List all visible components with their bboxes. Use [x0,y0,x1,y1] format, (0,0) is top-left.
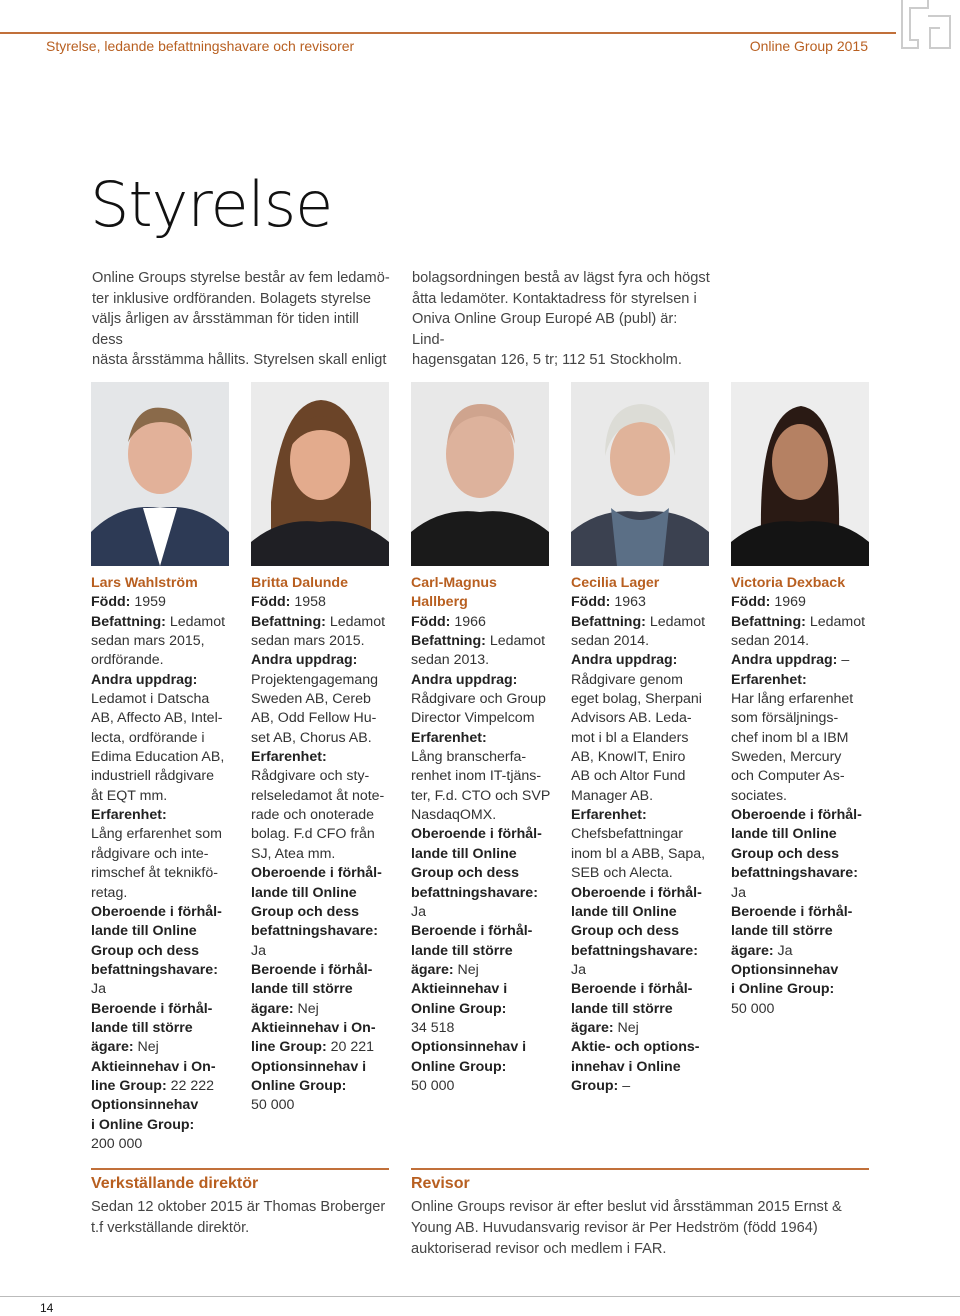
field-value: 1969 [770,594,806,611]
member-field [571,1058,715,1077]
field-label: Group och dess [731,845,839,862]
field-label: Andra uppdrag: [731,652,838,669]
field-label: Befattning: [91,613,166,630]
member-text: Ledamot i Datscha [91,691,210,708]
member-name: Victoria Dexback [731,575,846,591]
field-label: Group och dess [251,903,359,920]
member-field [251,1000,395,1019]
field-label: Online Group: [251,1077,347,1094]
member-text: Ja [411,903,426,920]
field-label: lande till större [731,923,833,940]
member-field [731,806,875,825]
member-text: Ja [571,961,586,978]
member-field [731,980,875,999]
member-field [571,651,715,670]
field-label: ägare: [251,1000,294,1017]
revisor-rule [411,1168,869,1170]
field-label: Född: [571,594,611,611]
field-label: Aktie- och options- [571,1039,700,1056]
member-text: sociates. [731,787,787,804]
logo-icon [900,0,960,56]
member-text: rimschef åt teknikfö- [91,865,218,882]
revisor-line: Young AB. Huvudansvarig revisor är Per Hedström (född 1964) [411,1220,818,1236]
member-field [251,903,395,922]
portrait-photo [411,382,549,566]
member-field [91,922,235,941]
field-value: Nej [613,1019,639,1036]
member-text: Projektengagemang [251,671,378,688]
portrait-photo [571,382,709,566]
member-field [411,980,555,999]
field-label: Group och dess [411,865,519,882]
member-text: sedan 2013. [411,652,490,669]
intro-line: ter inklusive ordföranden. Bolagets styrelse [92,290,372,307]
field-label: Befattning: [571,613,646,630]
field-label: lande till Online [91,923,197,940]
field-value: Ledamot [485,633,546,650]
revisor-heading: Revisor [411,1175,470,1192]
field-value: 22 222 [166,1077,215,1094]
member-field [251,593,395,612]
field-label: lande till Online [251,884,357,901]
member-text: Sweden AB, Cereb [251,691,371,708]
member-field [731,845,875,864]
field-label: Optionsinnehav [731,961,839,978]
member-text: bolag. F.d CFO från [251,826,375,843]
field-label: Optionsinnehav i [251,1058,367,1075]
field-value: Nej [133,1039,159,1056]
portrait-photo [731,382,869,566]
vd-line: t.f verkställande direktör. [91,1220,250,1236]
member-field [731,593,875,612]
field-label: Oberoende i förhål- [411,826,542,843]
member-column [411,574,555,1096]
page-number: 14 [40,1301,54,1315]
member-field [571,922,715,941]
field-label: Andra uppdrag: [251,652,358,669]
field-value: Ja [773,942,793,959]
member-text: 50 000 [731,1000,775,1017]
field-value: – [618,1077,631,1094]
member-text: industriell rådgivare [91,768,215,785]
field-label: Befattning: [731,613,806,630]
member-field [251,1077,395,1096]
intro-line: väljs årligen av årsstämman för tiden intill dess [92,311,359,348]
member-text: AB, Affecto AB, Intel- [91,710,223,727]
member-text: AB och Altor Fund [571,768,686,785]
field-label: lande till större [411,942,513,959]
member-text: Lång erfarenhet som [91,826,222,843]
field-label: Erfarenhet: [731,671,807,688]
field-label: Född: [91,594,131,611]
member-column [91,574,235,1154]
intro-line: Oniva Online Group Europé AB (publ) är: Lind- [412,311,678,348]
member-field [251,651,395,670]
member-field [731,864,875,883]
field-label: ägare: [571,1019,614,1036]
field-label: ägare: [731,942,774,959]
member-text: inom bl a ABB, Sapa, [571,845,706,862]
member-column [571,574,715,1096]
member-name: Cecilia Lager [571,575,660,591]
intro-left [92,268,392,371]
member-text: 50 000 [411,1077,455,1094]
member-field [731,922,875,941]
member-field [91,1038,235,1057]
member-field [571,942,715,961]
intro-line: nästa årsstämma hållits. Styrelsen skall enligt [92,352,387,369]
member-name: Carl-Magnus [411,575,497,591]
member-field [91,806,235,825]
footer-rule [0,1296,960,1297]
member-field [91,961,235,980]
member-field [91,1058,235,1077]
vd-line: Sedan 12 oktober 2015 är Thomas Broberger [91,1199,386,1215]
field-label: Född: [251,594,291,611]
member-field [571,1077,715,1096]
member-text: Ja [91,981,106,998]
member-field [731,961,875,980]
member-text: 50 000 [251,1097,295,1114]
field-label: Aktieinnehav i On- [251,1019,376,1036]
member-text: Chefsbefattningar [571,826,683,843]
member-field [731,825,875,844]
field-label: Group och dess [91,942,199,959]
field-label: lande till Online [731,826,837,843]
member-text: Director Vimpelcom [411,710,535,727]
field-label: Född: [731,594,771,611]
vd-heading: Verkställande direktör [91,1175,259,1192]
intro-right [412,268,712,371]
member-field [251,884,395,903]
revisor-text [411,1197,871,1260]
member-text: åt EQT mm. [91,787,168,804]
field-value: 1958 [290,594,326,611]
field-label: Optionsinnehav i [411,1039,527,1056]
section-header: Styrelse, ledande befattningshavare och revisorer [46,38,355,54]
member-text: sedan mars 2015. [251,633,365,650]
member-field [251,613,395,632]
member-text: 34 518 [411,1019,455,1036]
member-text: relseledamot åt note- [251,787,385,804]
member-field [731,671,875,690]
member-field [571,593,715,612]
member-text: som försäljnings- [731,710,839,727]
member-text: Rådgivare och Group [411,691,546,708]
field-label: Befattning: [251,613,326,630]
member-field [251,1038,395,1057]
member-text: Lång branscherfa- [411,749,527,766]
member-text: rådgivare och inte- [91,845,209,862]
member-field [411,613,555,632]
member-text: AB, Odd Fellow Hu- [251,710,377,727]
field-label: line Group: [91,1077,167,1094]
member-name: Hallberg [411,594,468,611]
member-name: Lars Wahlström [91,575,198,591]
member-field [91,903,235,922]
field-label: Erfarenhet: [411,729,487,746]
member-field [731,613,875,632]
member-field [411,729,555,748]
field-label: Befattning: [411,633,486,650]
revisor-line: Online Groups revisor är efter beslut vid årsstämman 2015 Ernst & [411,1199,842,1215]
member-text: renhet inom IT-tjäns- [411,768,542,785]
field-value: 1959 [130,594,166,611]
member-text: sedan 2014. [731,633,810,650]
member-text: SJ, Atea mm. [251,845,336,862]
member-field [571,806,715,825]
member-field [411,825,555,844]
member-text: 200 000 [91,1135,143,1152]
member-text: sedan mars 2015, [91,633,205,650]
member-field [411,942,555,961]
field-label: befattningshavare: [731,865,858,882]
header-rule [0,32,896,34]
intro-line: Online Groups styrelse består av fem ledamö- [92,270,390,286]
member-text: rade och onoterade [251,807,375,824]
member-field [91,1019,235,1038]
field-label: Oberoende i förhål- [571,884,702,901]
field-value: Ledamot [805,613,866,630]
member-field [571,613,715,632]
member-field [91,613,235,632]
field-value: Nej [293,1000,319,1017]
portrait-photo [251,382,389,566]
member-field [571,903,715,922]
member-text: AB, KnowIT, Eniro [571,749,686,766]
field-label: befattningshavare: [251,923,378,940]
member-text: Ja [251,942,266,959]
member-column [251,574,395,1116]
field-value: Ledamot [165,613,226,630]
member-field [411,922,555,941]
member-field [411,1058,555,1077]
field-label: Optionsinnehav [91,1097,199,1114]
field-label: lande till Online [571,903,677,920]
member-field [91,942,235,961]
field-value: Nej [453,961,479,978]
member-field [91,1000,235,1019]
member-text: sedan 2014. [571,633,650,650]
page-title: Styrelse [90,168,333,241]
intro-line: bolagsordningen bestå av lägst fyra och högst [412,270,710,286]
member-text: ter, F.d. CTO och SVP [411,787,551,804]
field-label: Online Group: [411,1000,507,1017]
field-label: ägare: [411,961,454,978]
member-field [91,1116,235,1135]
member-text: Rådgivare och sty- [251,768,370,785]
vd-text [91,1197,391,1239]
field-label: i Online Group: [91,1116,195,1133]
member-text: Ja [731,884,746,901]
field-label: Andra uppdrag: [411,671,518,688]
member-field [411,845,555,864]
member-text: eget bolag, Sherpani [571,691,702,708]
member-field [731,903,875,922]
member-field [571,1038,715,1057]
member-name: Britta Dalunde [251,575,348,591]
member-field [91,671,235,690]
member-text: set AB, Chorus AB. [251,729,372,746]
field-value: 1963 [610,594,646,611]
member-field [251,1058,395,1077]
field-label: lande till Online [411,845,517,862]
member-field [411,632,555,651]
member-field [731,942,875,961]
member-field [251,864,395,883]
field-label: lande till större [571,1000,673,1017]
member-text: mot i bl a Elanders [571,729,689,746]
member-text: lecta, ordförande i [91,729,205,746]
member-field [91,1096,235,1115]
field-label: Group: [571,1077,619,1094]
field-label: befattningshavare: [411,884,538,901]
member-text: retag. [91,884,128,901]
field-value: – [837,652,850,669]
member-field [411,961,555,980]
field-label: Oberoende i förhål- [251,865,382,882]
member-text: Manager AB. [571,787,654,804]
member-field [731,651,875,670]
member-field [571,884,715,903]
field-label: Online Group: [411,1058,507,1075]
field-label: Beroende i förhål- [571,981,693,998]
member-text: Har lång erfarenhet [731,691,854,708]
member-field [411,1000,555,1019]
member-field [91,1077,235,1096]
field-label: Oberoende i förhål- [731,807,862,824]
field-value: 20 221 [326,1039,375,1056]
field-label: lande till större [91,1019,193,1036]
intro-line: åtta ledamöter. Kontaktadress för styrelsen i [412,290,697,307]
member-field [411,884,555,903]
field-label: Andra uppdrag: [571,652,678,669]
field-label: Oberoende i förhål- [91,903,222,920]
member-field [571,1000,715,1019]
member-field [411,1038,555,1057]
field-value: Ledamot [645,613,706,630]
member-text: Sweden, Mercury [731,749,842,766]
portrait-photo [91,382,229,566]
member-field [571,1019,715,1038]
member-text: Rådgivare genom [571,671,683,688]
member-text: och Computer As- [731,768,845,785]
field-value: Ledamot [325,613,386,630]
member-field [411,671,555,690]
intro-line: hagensgatan 126, 5 tr; 112 51 Stockholm. [412,352,682,369]
field-label: Född: [411,613,451,630]
member-text: chef inom bl a IBM [731,729,849,746]
field-label: Group och dess [571,923,679,940]
member-column [731,574,875,1019]
report-title: Online Group 2015 [749,38,868,54]
field-label: befattningshavare: [571,942,698,959]
field-label: Aktieinnehav i [411,981,508,998]
field-label: Erfarenhet: [571,807,647,824]
member-field [251,980,395,999]
vd-rule [91,1168,389,1170]
member-field [91,593,235,612]
member-field [251,748,395,767]
member-text: SEB och Alecta. [571,865,673,882]
field-label: line Group: [251,1039,327,1056]
field-label: i Online Group: [731,981,835,998]
member-text: NasdaqOMX. [411,807,497,824]
member-field [251,961,395,980]
field-label: Beroende i förhål- [731,903,853,920]
field-label: Beroende i förhål- [251,961,373,978]
field-value: 1966 [450,613,486,630]
member-field [251,1019,395,1038]
field-label: ägare: [91,1039,134,1056]
member-text: Advisors AB. Leda- [571,710,692,727]
field-label: innehav i Online [571,1058,681,1075]
field-label: Erfarenhet: [251,749,327,766]
field-label: Beroende i förhål- [91,1000,213,1017]
field-label: befattningshavare: [91,961,218,978]
revisor-line: auktoriserad revisor och medlem i FAR. [411,1241,667,1257]
field-label: Aktieinnehav i On- [91,1058,216,1075]
field-label: Erfarenhet: [91,807,167,824]
member-field [251,922,395,941]
member-text: Edima Education AB, [91,749,225,766]
member-field [411,864,555,883]
member-text: ordförande. [91,652,164,669]
field-label: Beroende i förhål- [411,923,533,940]
member-field [571,980,715,999]
field-label: lande till större [251,981,353,998]
field-label: Andra uppdrag: [91,671,198,688]
